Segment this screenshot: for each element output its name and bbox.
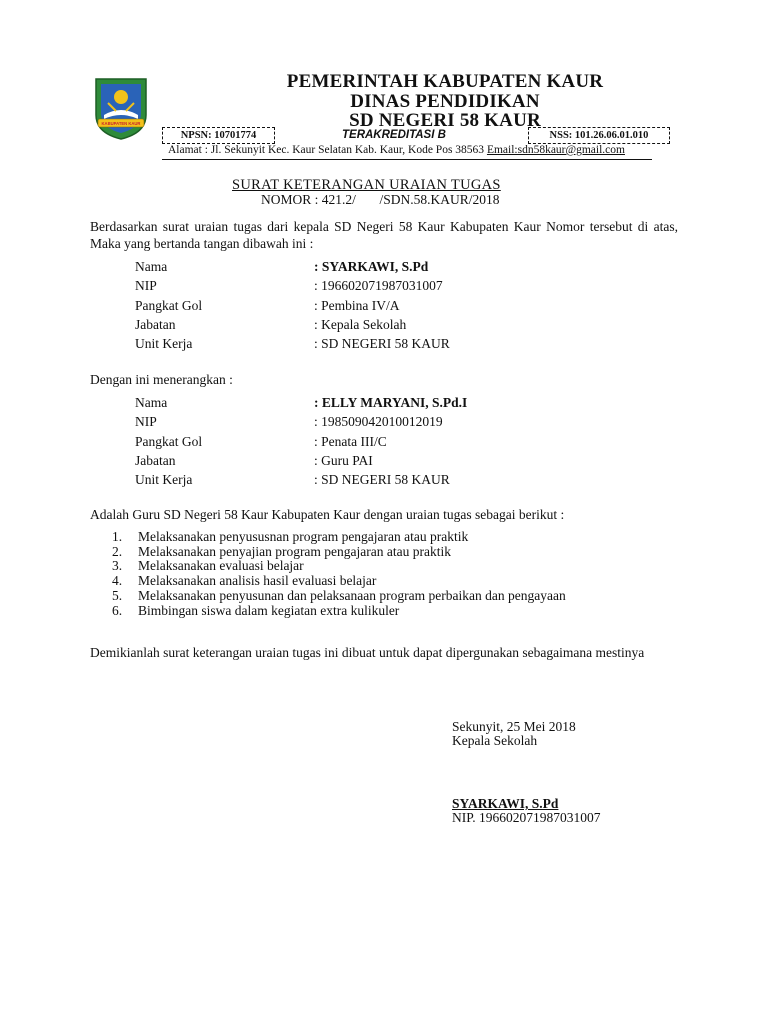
header-divider	[162, 159, 652, 160]
address-line	[168, 144, 625, 156]
place-date: Sekunyit, 25 Mei 2018	[452, 719, 576, 734]
task-text: Melaksanakan analisis hasil evaluasi belajar	[138, 573, 377, 589]
task-number: 3.	[112, 558, 123, 574]
task-text: Bimbingan siswa dalam kegiatan extra kulikuler	[138, 602, 400, 618]
subject-value: : 198509042010012019	[314, 414, 443, 430]
task-number: 5.	[112, 587, 123, 603]
subject-label: Jabatan	[135, 452, 176, 468]
subject-value: : Penata III/C	[314, 433, 387, 449]
npsn-box: NPSN: 10701774	[162, 127, 275, 144]
task-text: Melaksanakan evaluasi belajar	[138, 558, 304, 574]
task-number: 6.	[112, 602, 123, 618]
tasks-intro: Adalah Guru SD Negeri 58 Kaur Kabupaten Kaur dengan uraian tugas sebagai berikut :	[90, 507, 565, 522]
signer-position: Kepala Sekolah	[452, 733, 538, 748]
logo-ribbon: KABUPATEN KAUR	[101, 121, 141, 126]
header-department: DINAS PENDIDIKAN	[350, 91, 540, 112]
task-item	[112, 530, 566, 545]
email-link[interactable]: Email:sdn58kaur@gmail.com	[486, 144, 625, 156]
task-item	[112, 589, 566, 604]
task-item	[112, 604, 566, 619]
accreditation-label: TERAKREDITASI B	[342, 129, 446, 141]
signer-value: : Kepala Sekolah	[314, 316, 407, 332]
task-number: 2.	[112, 543, 123, 559]
task-number: 1.	[112, 529, 123, 544]
subject-label: Unit Kerja	[135, 472, 193, 488]
subject-value: : ELLY MARYANI, S.Pd.I	[314, 395, 468, 410]
signer-label: Pangkat Gol	[135, 297, 203, 313]
subject-label: NIP	[135, 414, 157, 430]
task-text: Melaksanakan penyajian program pengajaran atau praktik	[138, 543, 451, 559]
letter-title: SURAT KETERANGAN URAIAN TUGAS	[232, 177, 501, 193]
task-number: 4.	[112, 573, 123, 589]
nss-box: NSS: 101.26.06.01.010	[528, 127, 670, 144]
declaration-line: Dengan ini menerangkan :	[90, 372, 233, 387]
task-list	[112, 530, 566, 618]
signer-value: : Pembina IV/A	[314, 297, 400, 313]
intro-paragraph: Berdasarkan surat uraian tugas dari kepala SD Negeri 58 Kaur Kabupaten Kaur Nomor tersebut di atas, Maka yang bertanda tangan dibawah ini :	[90, 219, 678, 251]
task-text: Melaksanakan penyusunan dan pelaksanaan program perbaikan dan pengayaan	[138, 587, 566, 603]
subject-value: : SD NEGERI 58 KAUR	[314, 472, 450, 488]
signer-label: Jabatan	[135, 316, 176, 332]
subject-label: Pangkat Gol	[135, 433, 203, 449]
signer-nip: NIP. 196602071987031007	[452, 810, 601, 825]
signer-value: : SYARKAWI, S.Pd	[314, 259, 429, 274]
letter-number: NOMOR : 421.2/ /SDN.58.KAUR/2018	[261, 192, 500, 207]
task-item	[112, 574, 566, 589]
signer-label: NIP	[135, 278, 157, 294]
header-school: SD NEGERI 58 KAUR	[349, 110, 541, 131]
signer-value: : 196602071987031007	[314, 278, 443, 294]
task-item	[112, 559, 566, 574]
regency-logo	[92, 75, 150, 141]
subject-value: : Guru PAI	[314, 452, 373, 468]
header-government: PEMERINTAH KABUPATEN KAUR	[286, 71, 604, 92]
task-item	[112, 545, 566, 560]
signer-label: Unit Kerja	[135, 336, 193, 352]
signer-value: : SD NEGERI 58 KAUR	[314, 336, 450, 352]
address-text: Alamat : Jl. Sekunyit Kec. Kaur Selatan Kab. Kaur, Kode Pos 38563	[168, 144, 485, 156]
signer-name: SYARKAWI, S.Pd	[452, 796, 559, 811]
subject-label: Nama	[135, 395, 168, 410]
closing-paragraph: Demikianlah surat keterangan uraian tugas ini dibuat untuk dapat dipergunakan sebagaimana mestinya	[90, 645, 645, 660]
task-text: Melaksanakan penyususnan program pengajaran atau praktik	[138, 529, 469, 544]
signer-label: Nama	[135, 259, 168, 274]
